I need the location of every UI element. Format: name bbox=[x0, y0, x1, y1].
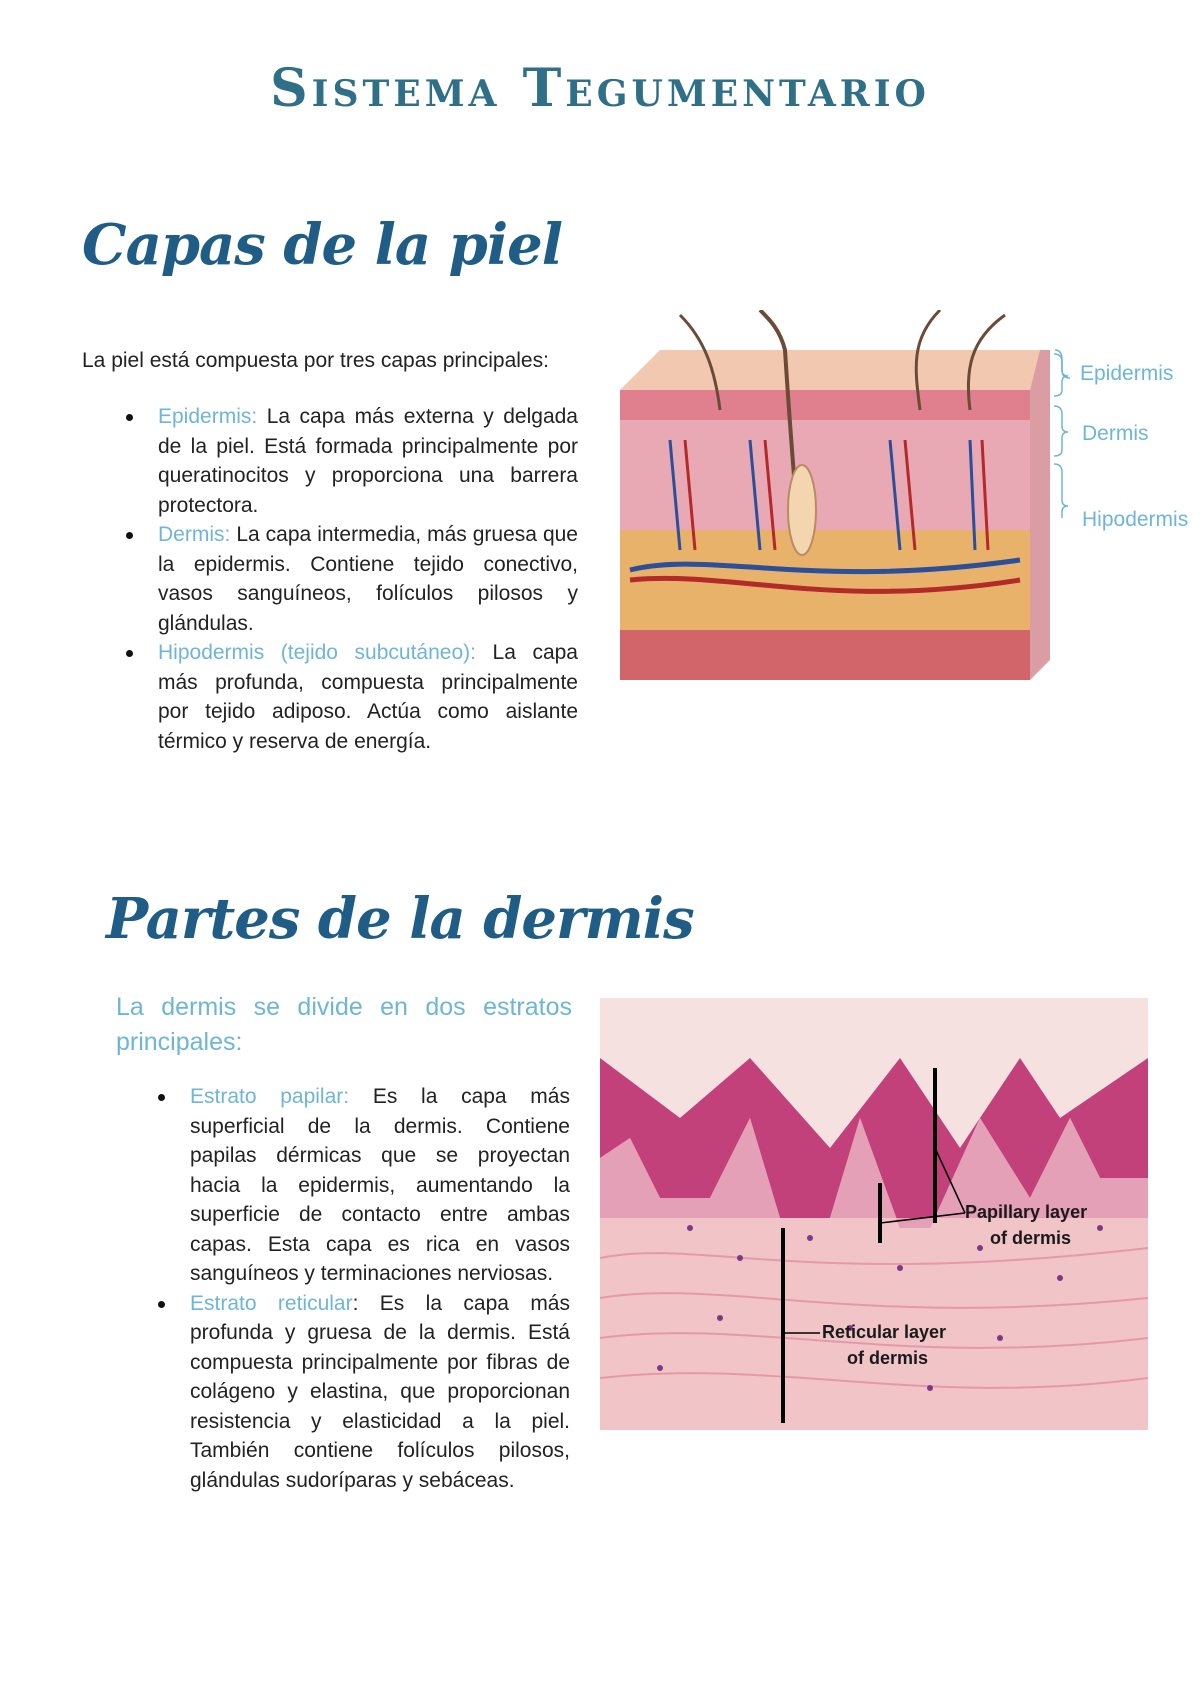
list-item-text: Es la capa más superficial de la dermis. Contiene papilas dérmicas que se proyectan hacia la epidermis, aumentando la superficie de contacto entre ambas capas. Esta capa es rica en vasos sanguíneos y terminaciones nerviosas. bbox=[190, 1085, 570, 1285]
list-item bbox=[190, 1289, 570, 1496]
list-item-text: La capa intermedia, más gruesa que la epidermis. Contiene tejido conectivo, vasos sanguíneos, folículos pilosos y glándulas. bbox=[158, 523, 578, 635]
label-dermis: Dermis bbox=[1082, 422, 1149, 445]
list-item bbox=[190, 1082, 570, 1289]
bullet-icon bbox=[126, 414, 133, 421]
section-heading-dermis-parts: Partes de la dermis bbox=[106, 886, 694, 952]
layer-brackets bbox=[1052, 352, 1072, 522]
muscle-layer bbox=[620, 630, 1030, 680]
section1-intro: La piel está compuesta por tres capas principales: bbox=[82, 349, 549, 372]
label-papillary-2: of dermis bbox=[990, 1228, 1072, 1248]
list-item-text: La capa más externa y delgada de la piel. Está formada principalmente por queratinocitos y proporciona una barrera protectora. bbox=[158, 405, 578, 517]
list-item-text: La capa más profunda, compuesta principalmente por tejido adiposo. Actúa como aislante térmico y reserva de energía. bbox=[158, 641, 578, 753]
label-reticular-1: Reticular layer bbox=[822, 1322, 947, 1342]
skin-layers-list bbox=[158, 402, 578, 756]
skin-cross-section-image bbox=[610, 310, 1070, 690]
label-hipodermis: Hipodermis bbox=[1082, 508, 1189, 531]
section2-intro: La dermis se divide en dos estratos principales: bbox=[116, 993, 572, 1056]
list-item bbox=[158, 402, 578, 520]
term-hipodermis: Hipodermis (tejido subcutáneo): bbox=[158, 641, 476, 664]
term-estrato-reticular: Estrato reticular bbox=[190, 1291, 353, 1315]
label-reticular-2: of dermis bbox=[847, 1348, 929, 1368]
list-item bbox=[158, 638, 578, 756]
dermis-histology-image bbox=[600, 998, 1148, 1430]
section-heading-skin-layers: Capas de la piel bbox=[82, 212, 562, 278]
list-item bbox=[158, 520, 578, 638]
dermis-parts-list bbox=[190, 1082, 570, 1495]
term-epidermis: Epidermis: bbox=[158, 405, 258, 428]
page-title: Sistema Tegumentario bbox=[270, 58, 930, 119]
bullet-icon bbox=[126, 532, 133, 539]
label-epidermis: Epidermis bbox=[1080, 362, 1174, 385]
bullet-icon bbox=[126, 650, 133, 657]
term-estrato-papilar: Estrato papilar: bbox=[190, 1085, 350, 1108]
bullet-icon bbox=[158, 1094, 165, 1101]
dermis-layer bbox=[620, 420, 1030, 530]
label-papillary-1: Papillary layer bbox=[965, 1202, 1088, 1222]
term-dermis: Dermis: bbox=[158, 523, 231, 546]
bullet-icon bbox=[158, 1301, 165, 1308]
list-item-text: : Es la capa más profunda y gruesa de la dermis. Está compuesta principalmente por fibras de colágeno y elastina, que proporcionan resistencia y elasticidad a la piel. También contiene folículos pilosos, glándulas sudoríparas y sebáceas. bbox=[190, 1291, 570, 1492]
skin-surface bbox=[620, 350, 1040, 390]
